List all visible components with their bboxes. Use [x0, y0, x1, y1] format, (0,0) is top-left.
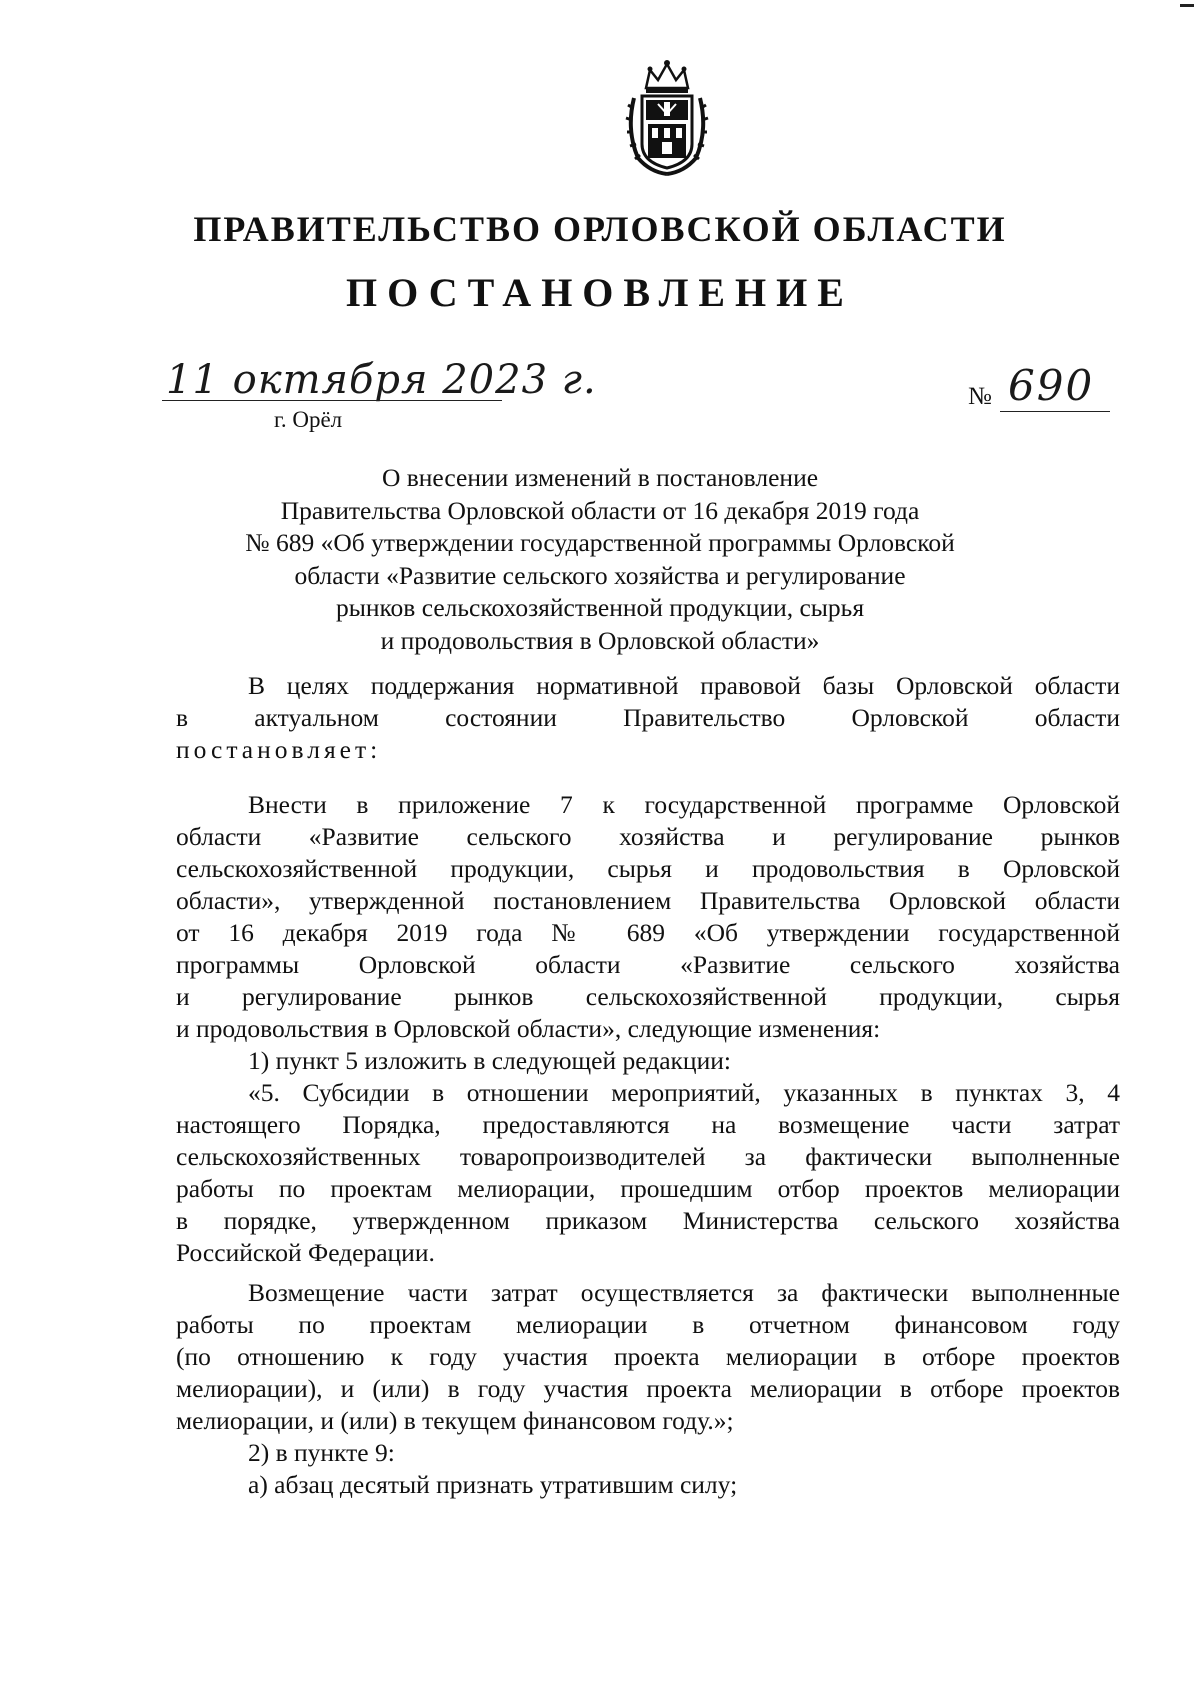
- reimbursement-paragraph: [176, 1277, 1120, 1501]
- city-label: г. Орёл: [274, 407, 343, 432]
- item-2: 2) в пункте 9:: [248, 1438, 395, 1467]
- handwritten-number: 690: [1008, 361, 1095, 410]
- item-2a: а) абзац десятый признать утратившим силу;: [248, 1470, 738, 1499]
- preamble-line: В целях поддержания нормативной правовой базы Орловской области: [248, 671, 1120, 700]
- main-line: Внести в приложение 7 к государственной программе Орловской: [248, 790, 1120, 819]
- quote-line: в порядке, утвержденном приказом Министерства сельского хозяйства: [176, 1206, 1120, 1235]
- handwritten-date: 11 октября 2023 г.: [166, 357, 597, 403]
- document-subject: [160, 462, 1040, 657]
- quote-line: настоящего Порядка, предоставляются на возмещение части затрат: [176, 1110, 1120, 1139]
- preamble-paragraph: [176, 670, 1120, 766]
- number-underline: [1000, 411, 1110, 412]
- quote-line: сельскохозяйственных товаропроизводителей за фактически выполненные: [176, 1142, 1120, 1171]
- resolves-word: постановляет:: [176, 735, 382, 764]
- date-underline: [162, 400, 502, 401]
- item-1: 1) пункт 5 изложить в следующей редакции:: [248, 1046, 731, 1075]
- main-line: и продовольствия в Орловской области», следующие изменения:: [176, 1014, 881, 1043]
- reimbursement-line: мелиорации), и (или) в году участия проекта мелиорации в отборе проектов: [176, 1374, 1120, 1403]
- preamble-line: в актуальном состоянии Правительство Орловской области: [176, 703, 1120, 732]
- reimbursement-line: (по отношению к году участия проекта мелиорации в отборе проектов: [176, 1342, 1120, 1371]
- main-line: области «Развитие сельского хозяйства и регулирование рынков: [176, 822, 1120, 851]
- reimbursement-line: мелиорации, и (или) в текущем финансовом году.»;: [176, 1406, 734, 1435]
- document-type-title: ПОСТАНОВЛЕНИЕ: [346, 270, 854, 315]
- main-line: сельскохозяйственной продукции, сырья и продовольствия в Орловской: [176, 854, 1120, 883]
- subject-line: № 689 «Об утверждении государственной программы Орловской: [245, 528, 955, 557]
- subject-line: области «Развитие сельского хозяйства и регулирование: [294, 560, 906, 590]
- subject-line: О внесении изменений в постановление: [381, 463, 819, 492]
- quote-line: работы по проектам мелиорации, прошедшим отбор проектов мелиорации: [176, 1174, 1120, 1203]
- orel-region-coat-of-arms-icon: [624, 58, 710, 176]
- subject-line: Правительства Орловской области от 16 декабря 2019 года: [280, 495, 920, 525]
- main-line: области», утвержденной постановлением Правительства Орловской области: [176, 886, 1120, 915]
- corner-scan-mark: [1180, 4, 1194, 7]
- quoted-point-5: [176, 1077, 1120, 1269]
- number-label: №: [968, 383, 992, 410]
- subject-line: рынков сельскохозяйственной продукции, сырья: [335, 593, 865, 622]
- main-paragraph: [176, 789, 1120, 1077]
- quote-line: Российской Федерации.: [176, 1238, 435, 1267]
- main-line: от 16 декабря 2019 года № 689 «Об утверждении государственной: [176, 918, 1120, 947]
- reimbursement-line: работы по проектам мелиорации в отчетном финансовом году: [176, 1310, 1120, 1339]
- subject-line: и продовольствия в Орловской области»: [380, 625, 820, 655]
- organization-title: ПРАВИТЕЛЬСТВО ОРЛОВСКОЙ ОБЛАСТИ: [193, 209, 1007, 249]
- main-line: и регулирование рынков сельскохозяйственной продукции, сырья: [176, 982, 1120, 1011]
- main-line: программы Орловской области «Развитие сельского хозяйства: [176, 950, 1120, 979]
- quote-line: «5. Субсидии в отношении мероприятий, указанных в пунктах 3, 4: [248, 1078, 1120, 1107]
- reimbursement-line: Возмещение части затрат осуществляется за фактически выполненные: [248, 1278, 1120, 1307]
